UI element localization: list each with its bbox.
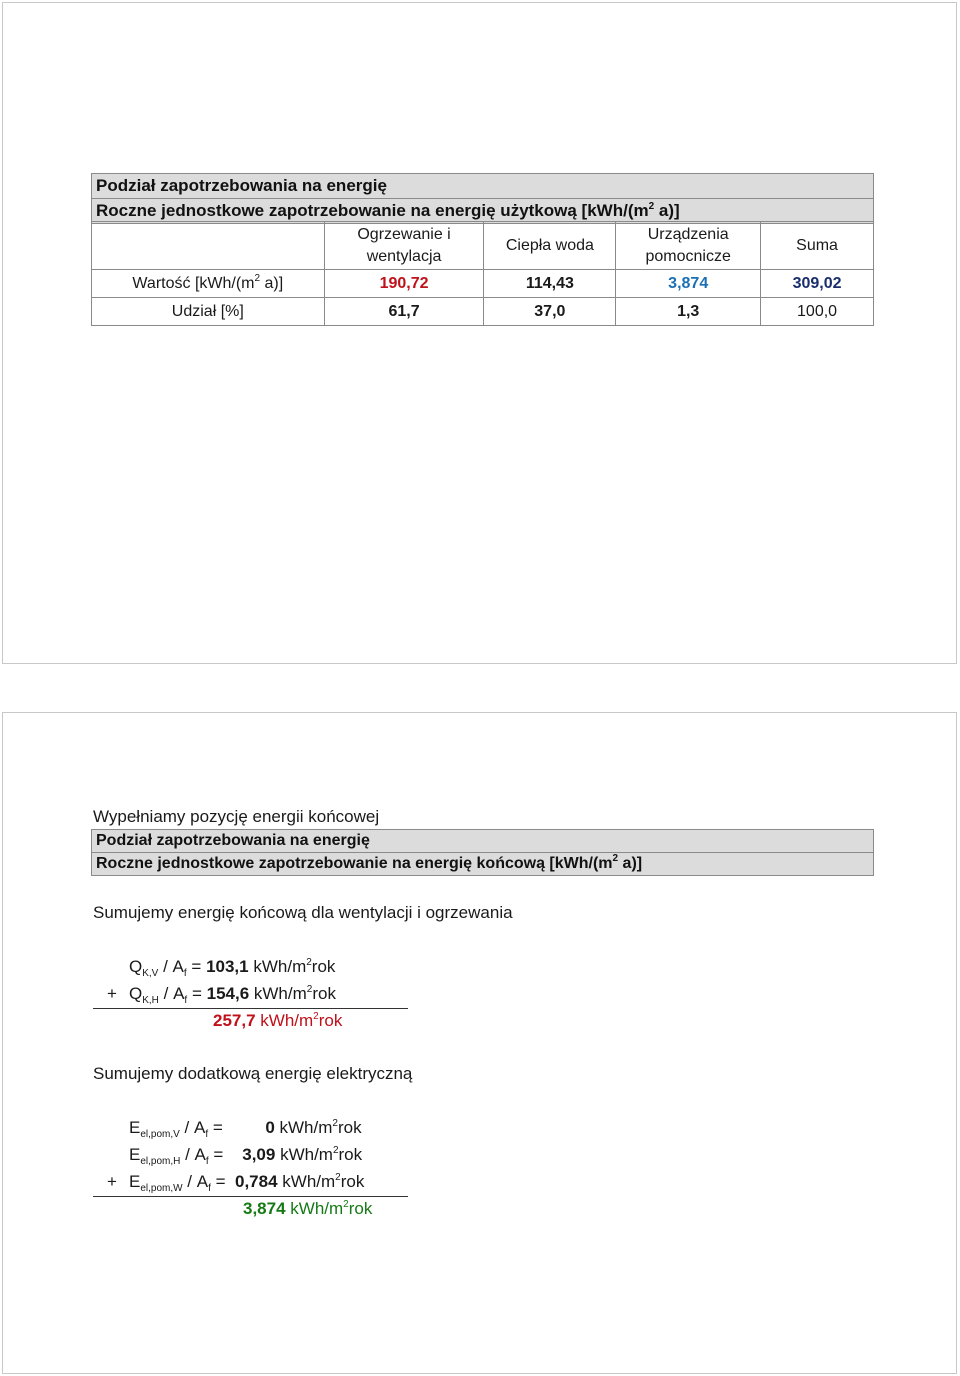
share-heating: 61,7	[324, 298, 484, 326]
row-label-share: Udział [%]	[92, 298, 325, 326]
value-hot-water: 114,43	[484, 270, 616, 298]
value-heating: 190,72	[324, 270, 484, 298]
equation-elpomh: $E_{el,pom,H} / A_f = 3,09$ kWh/$m^2rok$	[129, 1145, 363, 1167]
col-heating-ventilation: Ogrzewanie i wentylacja	[324, 222, 484, 270]
section1-title: Sumujemy energię końcową dla wentylacji i ogrzewania	[93, 903, 513, 922]
intro-text: Wypełniamy pozycję energii końcowej	[93, 807, 380, 826]
equation-elpomw: + $E_{el,pom,W} / A_f = 0,784$ kWh/$m^2rok$	[107, 1172, 365, 1194]
equation-qkh: + $Q_{K,H} / A_f = 154,6$ kWh/$m^2rok$	[107, 984, 336, 1006]
header-title: Podział zapotrzebowania na energię	[96, 176, 387, 195]
table-header-row	[92, 222, 874, 270]
section2-title: Sumujemy dodatkową energię elektryczną	[93, 1064, 413, 1083]
final-energy-header-box	[91, 829, 874, 876]
table-header-box	[91, 173, 874, 224]
share-auxiliary: 1,3	[616, 298, 761, 326]
share-hot-water: 37,0	[484, 298, 616, 326]
value-sum: 309,02	[761, 270, 874, 298]
total-aux-electric-energy: 3,874 kWh/$m^2rok$	[243, 1199, 373, 1218]
row-label-value: Wartość [$kWh/(m^2$ a)]	[92, 270, 325, 298]
header-subtitle: Roczne jednostkowe zapotrzebowanie na energię użytkową [$kWh/(m^2$ a)]	[92, 198, 873, 223]
table-row	[92, 270, 874, 298]
slide-top	[2, 2, 957, 664]
col-sum: Suma	[761, 222, 874, 270]
header-title: Podział zapotrzebowania na energię	[96, 832, 370, 849]
total-final-energy: 257,7 kWh/$m^2rok$	[213, 1011, 343, 1030]
header-subtitle: Roczne jednostkowe zapotrzebowanie na energię końcową [$kWh/(m^2$ a)]	[92, 852, 873, 875]
table-row	[92, 298, 874, 326]
value-auxiliary: 3,874	[616, 270, 761, 298]
equation-elpomv: $E_{el,pom,V} / A_f = 0$ kWh/$m^2rok$	[129, 1118, 362, 1140]
col-hot-water: Ciepła woda	[484, 222, 616, 270]
empty-corner-cell	[92, 222, 325, 270]
col-auxiliary: Urządzenia pomocnicze	[616, 222, 761, 270]
slide-bottom	[2, 712, 957, 1374]
equation-qkv: $Q_{K,V} / A_f = 103,1$ kWh/$m^2rok$	[129, 957, 336, 979]
share-sum: 100,0	[761, 298, 874, 326]
energy-demand-table	[91, 221, 874, 326]
